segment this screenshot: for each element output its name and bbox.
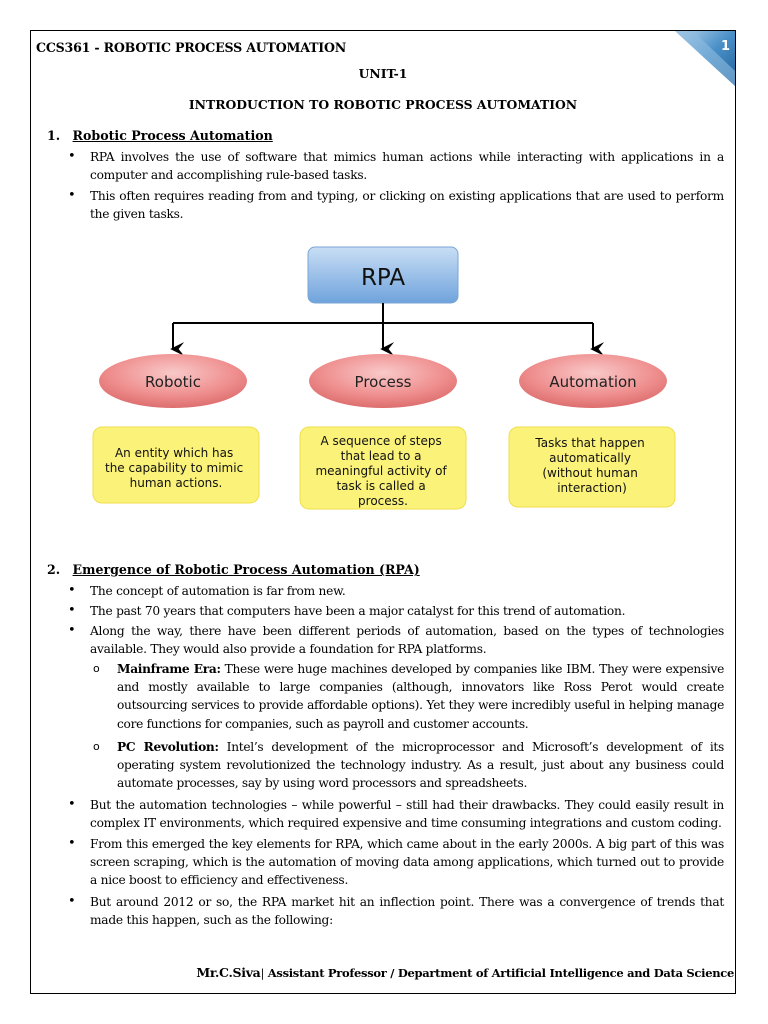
node-desc-line: human actions. [129, 476, 223, 490]
section1-number: 1. [47, 128, 61, 143]
section2-heading [47, 562, 420, 577]
author-name: Mr.C.Siva [196, 965, 261, 980]
bullet-item: • But the automation technologies – while powerful – still had their drawbacks. They could easily result in complex IT environments, which required expensive and time consuming integrations and custom coding. [90, 796, 724, 832]
page-number: 1 [720, 39, 730, 54]
node-desc-line: automatically [549, 451, 631, 465]
node-desc-line: (without human [542, 466, 638, 480]
rpa-root-label: RPA [360, 265, 406, 291]
bullet-item: • This often requires reading from and typing, or clicking on existing applications that are used to perform the given tasks. [90, 187, 724, 223]
node-desc-line: An entity which has [114, 446, 234, 460]
sub-bullet-item [117, 738, 724, 793]
sub-bullet-text: These were huge machines developed by companies like IBM. They were expensive and mostly available to large companies (although, innovators like Ross Perot would create outsourcing services to provide affordable options). Yet they were incredibly useful in helping manage core functions for companies, such as payroll and customer accounts. [117, 662, 724, 731]
node-desc-line: Tasks that happen [535, 436, 645, 450]
bullet-item: • From this emerged the key elements for RPA, which came about in the early 2000s. A big part of this was screen scraping, which is the automation of moving data among applications, which turned out to provide a nice boost to efficiency and effectiveness. [90, 835, 724, 890]
bullet-item: • The concept of automation is far from new. [90, 582, 724, 600]
sub-bullet-item [117, 660, 724, 733]
section2-title: Emergence of Robotic Process Automation (RPA) [72, 562, 420, 577]
node-label-automation: Automation [549, 373, 637, 391]
sub-bullet-term: Mainframe Era: [117, 662, 221, 676]
bullet-item: • The past 70 years that computers have been a major catalyst for this trend of automation. [90, 602, 724, 620]
sub-bullet-term: PC Revolution: [117, 740, 219, 754]
node-label-process: Process [354, 373, 412, 391]
page-title: INTRODUCTION TO ROBOTIC PROCESS AUTOMATION [188, 97, 578, 112]
node-desc-line: the capability to mimic [104, 461, 244, 475]
node-desc-line: interaction) [557, 481, 627, 495]
bullet-item: • But around 2012 or so, the RPA market hit an inflection point. There was a convergence of trends that made this happen, such as the following: [90, 893, 724, 929]
node-desc-line: A sequence of steps [320, 434, 442, 448]
bullet-item: • Along the way, there have been different periods of automation, based on the types of technologies available. They would also provide a foundation for RPA platforms. [90, 622, 724, 658]
page-footer [196, 965, 734, 980]
unit-heading: UNIT-1 [358, 66, 408, 81]
node-desc-line: that lead to a [340, 449, 422, 463]
section2-number: 2. [47, 562, 61, 577]
rpa-diagram [88, 245, 688, 515]
connector-lines [173, 303, 593, 349]
bullet-item: • RPA involves the use of software that mimics human actions while interacting with applications in a computer and accomplishing rule-based tasks. [90, 148, 724, 184]
node-label-robotic: Robotic [145, 373, 201, 391]
author-role: Assistant Professor / Department of Artificial Intelligence and Data Science [267, 966, 734, 980]
node-desc-line: meaningful activity of [315, 464, 447, 478]
section1-heading [47, 128, 273, 143]
course-title: CCS361 - ROBOTIC PROCESS AUTOMATION [36, 40, 347, 55]
node-desc-line: task is called a [336, 479, 426, 493]
footer-separator: | [260, 966, 265, 980]
node-desc-line: process. [358, 494, 408, 508]
section1-title: Robotic Process Automation [72, 128, 273, 143]
sub-bullet-text: Intel’s development of the microprocessor and Microsoft’s development of its operating system revolutionized the technology industry. As a result, just about any business could automate processes, say by using word processors and spreadsheets. [117, 740, 724, 791]
